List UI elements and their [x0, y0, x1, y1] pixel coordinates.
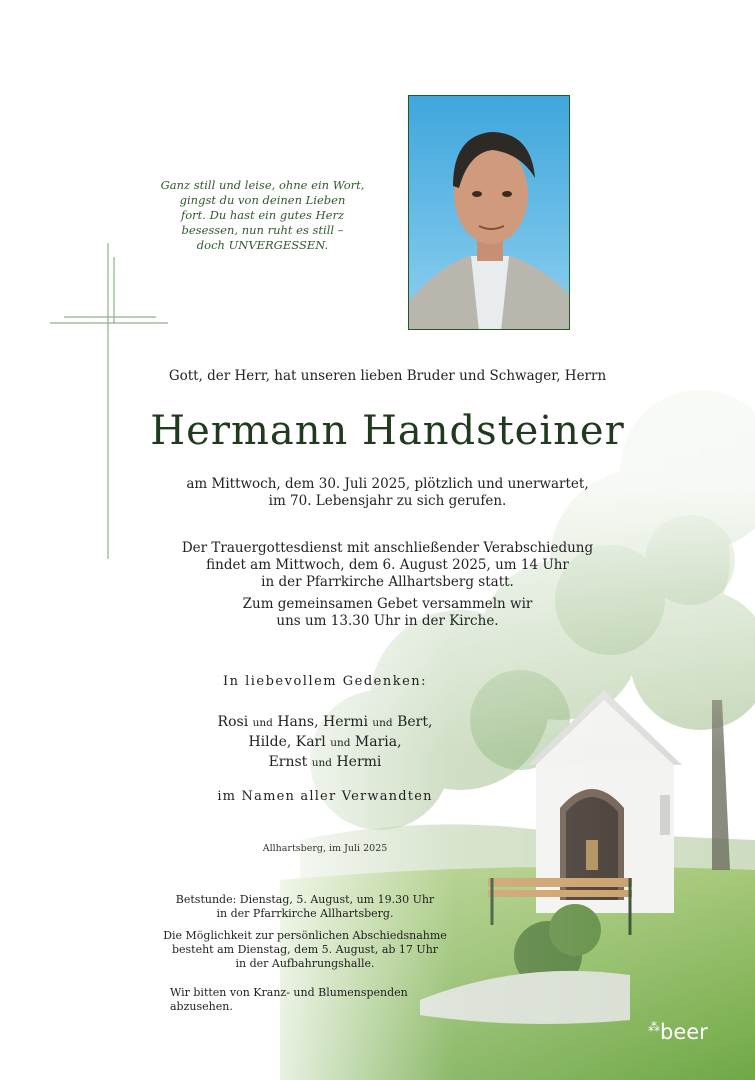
abschied-line: besteht am Dienstag, dem 5. August, ab 17 Uhr [171, 943, 439, 956]
prayer-line: uns um 13.30 Uhr in der Kirche. [276, 613, 499, 629]
service-info [150, 540, 625, 591]
betstunde-line: Betstunde: Dienstag, 5. August, um 19.30 Uhr [175, 893, 435, 906]
poem-line: fort. Du hast ein gutes Herz [180, 208, 345, 222]
logo-text: beer [660, 1020, 708, 1044]
poem-line: Ganz still und leise, ohne ein Wort, [160, 178, 365, 192]
service-line: Der Trauergottesdienst mit anschließender Verabschiedung [181, 540, 594, 556]
mourner-name: Maria, [354, 734, 402, 750]
poem-line: doch UNVERGESSEN. [196, 238, 329, 252]
poem-line: gingst du von deinen Lieben [179, 193, 346, 207]
mourners-list [175, 713, 475, 773]
mourner-name: Ernst [268, 754, 308, 770]
abschied-line: Die Möglichkeit zur persönlichen Abschiedsnahme [163, 929, 447, 942]
mourners-closing: im Namen aller Verwandten [217, 789, 433, 804]
mourners-row [175, 713, 475, 733]
portrait-photo [408, 95, 570, 330]
mourner-name: Rosi [217, 714, 249, 730]
und-connector: und [330, 737, 351, 749]
donation-note: Wir bitten von Kranz- und Blumenspenden abzusehen. [170, 986, 408, 1013]
und-connector: und [372, 717, 393, 729]
und-connector: und [252, 717, 273, 729]
mourner-name: Bert, [397, 714, 433, 730]
death-line: im 70. Lebensjahr zu sich gerufen. [268, 493, 507, 509]
memorial-poem [150, 178, 375, 253]
service-line: findet am Mittwoch, dem 6. August 2025, um 14 Uhr [206, 557, 569, 573]
prayer-line: Zum gemeinsamen Gebet versammeln wir [242, 596, 533, 612]
mourners-heading: In liebevollem Gedenken: [222, 674, 428, 689]
deceased-name: Hermann Handsteiner [150, 408, 625, 454]
mourner-name: Hermi [336, 754, 382, 770]
cross-icon [48, 243, 172, 563]
place-date: Allhartsberg, im Juli 2025 [262, 843, 388, 854]
mourners-row [175, 733, 475, 753]
poem-line: besessen, nun ruht es still – [181, 223, 344, 237]
death-line: am Mittwoch, dem 30. Juli 2025, plötzlich und unerwartet, [186, 476, 589, 492]
funeral-home-logo [648, 1020, 728, 1044]
mourner-name: Hans, Hermi [277, 714, 368, 730]
abschied-line: in der Aufbahrungshalle. [235, 957, 375, 970]
mourners-row [175, 753, 475, 773]
und-connector: und [311, 757, 333, 769]
abschied-info [155, 929, 455, 971]
service-line: in der Pfarrkirche Allhartsberg statt. [261, 574, 514, 590]
announcement-intro: Gott, der Herr, hat unseren lieben Bruder und Schwager, Herrn [168, 368, 607, 384]
prayer-info [150, 596, 625, 630]
death-notice [150, 476, 625, 510]
betstunde-line: in der Pfarrkirche Allhartsberg. [216, 907, 394, 920]
betstunde-info [155, 893, 455, 921]
mourner-name: Hilde, Karl [248, 734, 326, 750]
logo-leaf-icon: ⁂ [648, 1020, 660, 1034]
